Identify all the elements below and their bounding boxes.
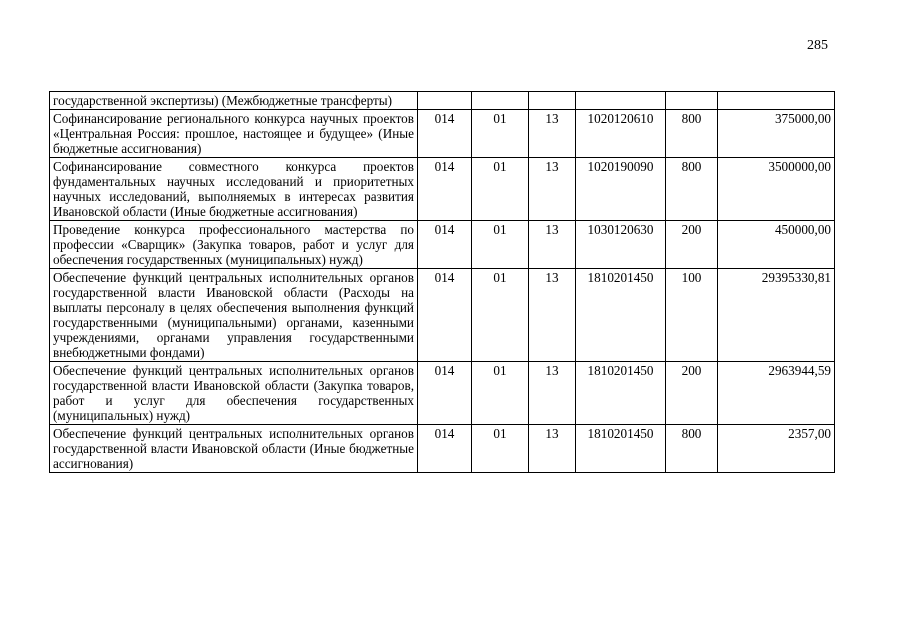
subsection-code: [529, 92, 576, 110]
row-description: Проведение конкурса профессионального мастерства по профессии «Сварщик» (Закупка товаров, работ и услуг для обеспечения государственных (муниципальных) нужд): [50, 221, 418, 269]
table-row: [50, 92, 835, 110]
subsection-code: 13: [529, 269, 576, 362]
article-code: 1020120610: [576, 110, 666, 158]
expense-type-code: 800: [666, 425, 718, 473]
subsection-code: 13: [529, 425, 576, 473]
ministry-code: 014: [418, 221, 472, 269]
table-row: [50, 362, 835, 425]
ministry-code: 014: [418, 158, 472, 221]
row-description: Обеспечение функций центральных исполнительных органов государственной власти Ивановской области (Закупка товаров, работ и услуг для обеспечения государственных (муниципальных) нужд): [50, 362, 418, 425]
table-row: [50, 425, 835, 473]
amount: 2357,00: [718, 425, 835, 473]
ministry-code: 014: [418, 269, 472, 362]
section-code: 01: [472, 158, 529, 221]
table-row: [50, 110, 835, 158]
amount: 3500000,00: [718, 158, 835, 221]
expense-type-code: 200: [666, 221, 718, 269]
expense-type-code: 100: [666, 269, 718, 362]
subsection-code: 13: [529, 110, 576, 158]
row-description: Софинансирование совместного конкурса проектов фундаментальных научных исследований и приоритетных научных исследований, выполняемых в интересах развития Ивановской области (Иные бюджетные ассигнования): [50, 158, 418, 221]
ministry-code: [418, 92, 472, 110]
page-number: 285: [807, 38, 828, 53]
section-code: 01: [472, 425, 529, 473]
section-code: 01: [472, 362, 529, 425]
section-code: 01: [472, 269, 529, 362]
table-row: [50, 158, 835, 221]
article-code: 1020190090: [576, 158, 666, 221]
budget-table: [49, 91, 835, 473]
article-code: 1810201450: [576, 425, 666, 473]
amount: [718, 92, 835, 110]
section-code: 01: [472, 221, 529, 269]
expense-type-code: 800: [666, 158, 718, 221]
ministry-code: 014: [418, 425, 472, 473]
expense-type-code: 800: [666, 110, 718, 158]
row-description: Обеспечение функций центральных исполнительных органов государственной власти Ивановской области (Расходы на выплаты персоналу в целях обеспечения выполнения функций государственными (муниципальными) органами, казенными учреждениями, органами управления государственными внебюджетными фондами): [50, 269, 418, 362]
ministry-code: 014: [418, 110, 472, 158]
ministry-code: 014: [418, 362, 472, 425]
expense-type-code: 200: [666, 362, 718, 425]
table-row: [50, 221, 835, 269]
row-description: государственной экспертизы) (Межбюджетные трансферты): [50, 92, 418, 110]
amount: 2963944,59: [718, 362, 835, 425]
article-code: 1030120630: [576, 221, 666, 269]
expense-type-code: [666, 92, 718, 110]
amount: 450000,00: [718, 221, 835, 269]
row-description: Обеспечение функций центральных исполнительных органов государственной власти Ивановской области (Иные бюджетные ассигнования): [50, 425, 418, 473]
subsection-code: 13: [529, 221, 576, 269]
row-description: Софинансирование регионального конкурса научных проектов «Центральная Россия: прошлое, настоящее и будущее» (Иные бюджетные ассигнования): [50, 110, 418, 158]
article-code: 1810201450: [576, 362, 666, 425]
amount: 375000,00: [718, 110, 835, 158]
article-code: 1810201450: [576, 269, 666, 362]
article-code: [576, 92, 666, 110]
table-row: [50, 269, 835, 362]
section-code: [472, 92, 529, 110]
section-code: 01: [472, 110, 529, 158]
subsection-code: 13: [529, 362, 576, 425]
subsection-code: 13: [529, 158, 576, 221]
amount: 29395330,81: [718, 269, 835, 362]
